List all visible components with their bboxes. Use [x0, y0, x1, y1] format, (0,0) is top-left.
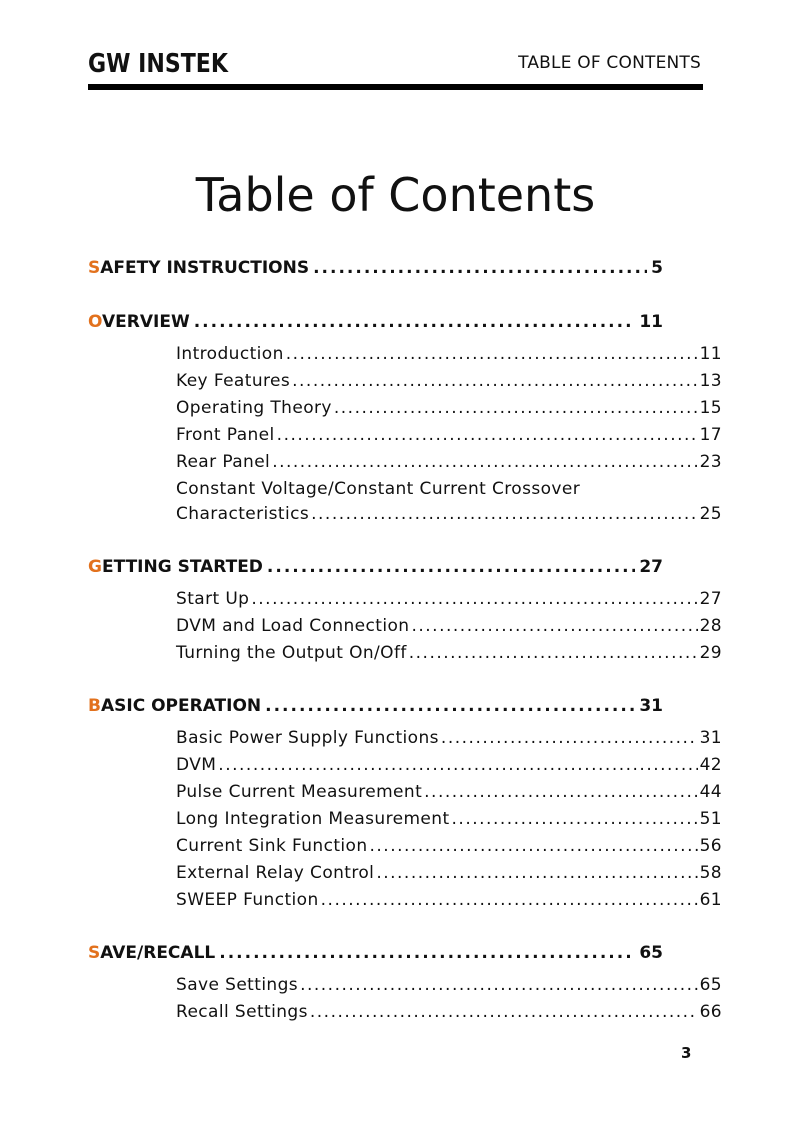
toc-item-label: DVM — [176, 755, 217, 775]
toc-section-title-rest: AFETY INSTRUCTIONS — [100, 258, 310, 278]
toc-item-label: External Relay Control — [176, 863, 375, 883]
toc-item[interactable] — [176, 782, 722, 809]
dot-leader — [311, 504, 697, 524]
dot-leader — [218, 755, 697, 775]
toc-item-page: 11 — [699, 344, 722, 364]
toc-section-title-rest: AVE/RECALL — [100, 943, 216, 963]
toc-section-title — [88, 312, 190, 332]
dot-leader — [313, 258, 647, 278]
logo-text: GW INSTEK — [88, 49, 229, 78]
toc-item[interactable] — [176, 452, 722, 479]
dot-leader — [441, 728, 698, 748]
toc-section-title — [88, 696, 261, 716]
toc-section-initial: S — [88, 943, 101, 963]
dot-leader — [265, 696, 635, 716]
toc-item[interactable] — [176, 371, 722, 398]
toc-item[interactable] — [176, 344, 722, 371]
toc-item[interactable] — [176, 589, 722, 616]
toc-section-page: 11 — [639, 312, 663, 332]
toc-item-page: 31 — [699, 728, 722, 748]
dot-leader — [219, 943, 635, 963]
toc-section-title — [88, 943, 215, 963]
toc-item-label-line1: Constant Voltage/Constant Current Crossover — [176, 479, 581, 499]
toc-item-page: 66 — [699, 1002, 722, 1022]
toc-item-label: Pulse Current Measurement — [176, 782, 423, 802]
toc-item-page: 58 — [699, 863, 722, 883]
dot-leader — [272, 452, 697, 472]
toc-section-title — [88, 258, 309, 278]
toc-item-label: Introduction — [176, 344, 284, 364]
toc-item[interactable] — [176, 809, 722, 836]
toc-item[interactable] — [176, 1002, 722, 1029]
toc-section — [88, 943, 722, 1029]
toc-item-label: SWEEP Function — [176, 890, 319, 910]
toc-section — [88, 312, 722, 531]
toc-item[interactable] — [176, 616, 722, 643]
dot-leader — [334, 398, 698, 418]
header-rule — [88, 84, 703, 90]
toc-section — [88, 696, 722, 917]
toc-item-label: Operating Theory — [176, 398, 332, 418]
toc-section — [88, 557, 722, 670]
toc-item[interactable] — [176, 504, 722, 531]
toc-item-page: 65 — [699, 975, 722, 995]
toc-section-title-rest: ASIC OPERATION — [100, 696, 262, 716]
page-number: 3 — [681, 1044, 692, 1062]
toc-section-initial: B — [88, 696, 101, 716]
toc-item-label: Front Panel — [176, 425, 275, 445]
table-of-contents — [88, 258, 722, 1055]
toc-subitems — [88, 728, 722, 917]
dot-leader — [292, 371, 697, 391]
dot-leader — [310, 1002, 698, 1022]
toc-item-label: Long Integration Measurement — [176, 809, 450, 829]
toc-item-label: Characteristics — [176, 504, 310, 524]
dot-leader — [370, 836, 698, 856]
toc-item-page: 42 — [699, 755, 722, 775]
toc-item-page: 56 — [699, 836, 722, 856]
toc-section-entry[interactable] — [88, 696, 663, 724]
toc-item-page: 28 — [699, 616, 722, 636]
toc-item-multiline[interactable] — [176, 479, 722, 531]
toc-item-label: Current Sink Function — [176, 836, 368, 856]
toc-item-label: Turning the Output On/Off — [176, 643, 407, 663]
toc-item-label: Key Features — [176, 371, 291, 391]
toc-section-entry[interactable] — [88, 312, 663, 340]
toc-section-page: 65 — [639, 943, 663, 963]
dot-leader — [411, 616, 697, 636]
toc-item-page: 61 — [699, 890, 722, 910]
toc-section-title-rest: VERVIEW — [102, 312, 190, 332]
toc-item[interactable] — [176, 836, 722, 863]
toc-section-title — [88, 557, 263, 577]
toc-section-page: 31 — [639, 696, 663, 716]
toc-item[interactable] — [176, 425, 722, 452]
toc-item-page: 17 — [699, 425, 722, 445]
toc-item-page: 51 — [699, 809, 722, 829]
toc-section-initial: O — [88, 312, 102, 332]
toc-section-page: 5 — [651, 258, 663, 278]
toc-subitems — [88, 344, 722, 531]
toc-section-initial: G — [88, 557, 102, 577]
toc-section-initial: S — [88, 258, 101, 278]
toc-item[interactable] — [176, 890, 722, 917]
toc-item[interactable] — [176, 398, 722, 425]
toc-item[interactable] — [176, 728, 722, 755]
toc-section-page: 27 — [639, 557, 663, 577]
dot-leader — [251, 589, 697, 609]
toc-item-label: Basic Power Supply Functions — [176, 728, 439, 748]
toc-item-label: Start Up — [176, 589, 250, 609]
dot-leader — [267, 557, 635, 577]
gw-instek-logo — [88, 46, 248, 78]
toc-item-page: 23 — [699, 452, 722, 472]
toc-section-title-rest: ETTING STARTED — [101, 557, 263, 577]
dot-leader — [286, 344, 698, 364]
dot-leader — [409, 643, 698, 663]
toc-item-page: 13 — [699, 371, 722, 391]
toc-section-entry[interactable] — [88, 943, 663, 971]
toc-subitems — [88, 975, 722, 1029]
toc-item-page: 15 — [699, 398, 722, 418]
toc-item-page: 29 — [699, 643, 722, 663]
toc-item[interactable] — [176, 755, 722, 782]
toc-item-page: 25 — [699, 504, 722, 524]
dot-leader — [424, 782, 697, 802]
toc-item-label: DVM and Load Connection — [176, 616, 410, 636]
toc-item-page: 44 — [699, 782, 722, 802]
logo-mark — [88, 46, 238, 78]
toc-item-label: Recall Settings — [176, 1002, 308, 1022]
toc-subitems — [88, 589, 722, 670]
toc-item[interactable] — [176, 975, 722, 1002]
header-label: TABLE OF CONTENTS — [518, 53, 701, 73]
toc-item-label: Rear Panel — [176, 452, 271, 472]
toc-item-page: 27 — [699, 589, 722, 609]
dot-leader — [376, 863, 697, 883]
toc-item[interactable] — [176, 643, 722, 670]
dot-leader — [194, 312, 636, 332]
toc-item-label: Save Settings — [176, 975, 299, 995]
dot-leader — [300, 975, 698, 995]
toc-item[interactable] — [176, 863, 722, 890]
toc-section — [88, 258, 663, 286]
page-title: Table of Contents — [195, 168, 596, 222]
dot-leader — [321, 890, 698, 910]
toc-section-entry[interactable] — [88, 557, 663, 585]
dot-leader — [452, 809, 698, 829]
toc-section-entry[interactable] — [88, 258, 663, 286]
dot-leader — [277, 425, 698, 445]
